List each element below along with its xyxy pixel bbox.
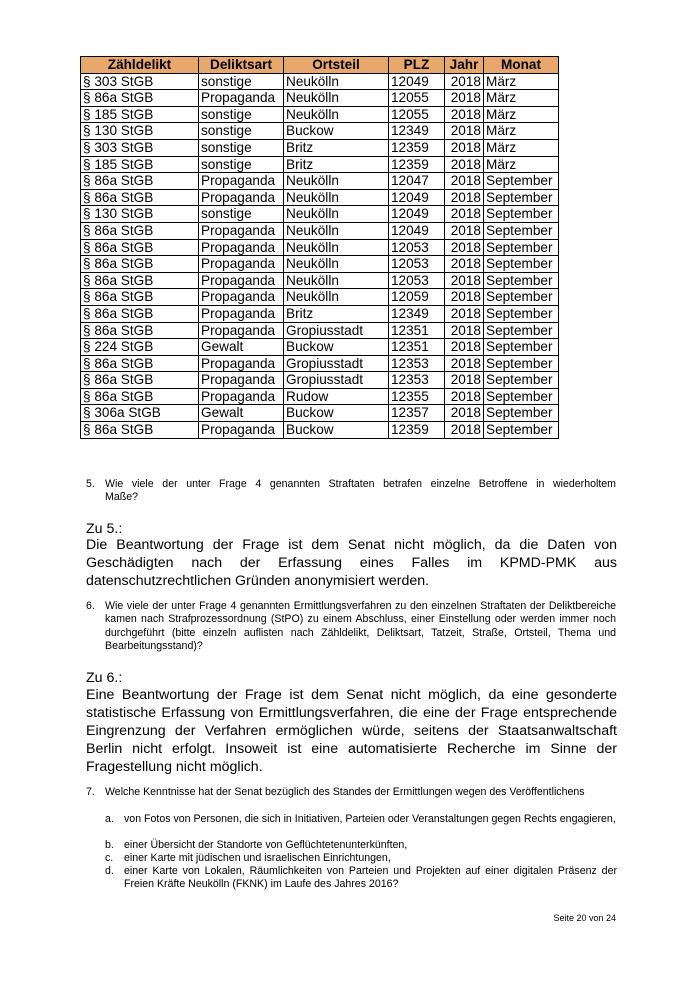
cell-ortsteil: Buckow xyxy=(284,422,389,439)
answer-6-heading: Zu 6.: xyxy=(86,670,123,686)
cell-zaehldelikt: § 130 StGB xyxy=(81,206,199,223)
cell-ortsteil: Gropiusstadt xyxy=(284,355,389,372)
cell-plz: 12055 xyxy=(389,106,445,123)
item-text: von Fotos von Personen, die sich in Initiativen, Parteien oder Veranstaltungen gegen Rechts engagieren, xyxy=(124,813,616,825)
cell-deliktsart: Propaganda xyxy=(199,289,284,306)
cell-ortsteil: Gropiusstadt xyxy=(284,322,389,339)
cell-monat: September xyxy=(484,206,559,223)
cell-ortsteil: Britz xyxy=(284,139,389,156)
cell-plz: 12353 xyxy=(389,355,445,372)
cell-jahr: 2018 xyxy=(445,405,484,422)
cell-monat: September xyxy=(484,388,559,405)
column-header-deliktsart: Deliktsart xyxy=(199,57,284,74)
cell-plz: 12351 xyxy=(389,339,445,356)
cell-plz: 12359 xyxy=(389,422,445,439)
table-row xyxy=(81,355,559,372)
cell-jahr: 2018 xyxy=(445,305,484,322)
cell-deliktsart: sonstige xyxy=(199,139,284,156)
cell-ortsteil: Rudow xyxy=(284,388,389,405)
table-row xyxy=(81,388,559,405)
cell-zaehldelikt: § 86a StGB xyxy=(81,372,199,389)
question-5 xyxy=(86,478,616,505)
cell-monat: März xyxy=(484,123,559,140)
cell-deliktsart: Propaganda xyxy=(199,422,284,439)
cell-jahr: 2018 xyxy=(445,422,484,439)
cell-zaehldelikt: § 86a StGB xyxy=(81,90,199,107)
cell-ortsteil: Neukölln xyxy=(284,222,389,239)
cell-deliktsart: Propaganda xyxy=(199,322,284,339)
cell-jahr: 2018 xyxy=(445,289,484,306)
cell-plz: 12349 xyxy=(389,305,445,322)
question-text-line-2: Maße? xyxy=(105,491,138,504)
cell-deliktsart: sonstige xyxy=(199,123,284,140)
cell-zaehldelikt: § 86a StGB xyxy=(81,222,199,239)
cell-deliktsart: Gewalt xyxy=(199,339,284,356)
item-label: d. xyxy=(105,865,114,877)
page-number: Seite 20 von 24 xyxy=(553,913,616,923)
cell-ortsteil: Gropiusstadt xyxy=(284,372,389,389)
question-number: 7. xyxy=(86,786,95,798)
table-row xyxy=(81,305,559,322)
column-header-plz: PLZ xyxy=(389,57,445,74)
table-row xyxy=(81,405,559,422)
cell-monat: September xyxy=(484,239,559,256)
answer-6-text: Eine Beantwortung der Frage ist dem Senat nicht möglich, da eine gesonderte statistische Erfassung von Ermittlungsverfahren, die eine der Frage entsprechende Eingrenzung der Verfahren ermöglichen würde, seitens der Staatsanwaltschaft Berlin nicht erfolgt. Insoweit ist eine automatisierte Recherche im Sinne der Fragestellung nicht möglich. xyxy=(86,687,617,775)
cell-ortsteil: Neukölln xyxy=(284,106,389,123)
cell-ortsteil: Buckow xyxy=(284,339,389,356)
cell-monat: September xyxy=(484,422,559,439)
cell-plz: 12049 xyxy=(389,189,445,206)
cell-plz: 12359 xyxy=(389,156,445,173)
cell-deliktsart: Propaganda xyxy=(199,239,284,256)
cell-deliktsart: Propaganda xyxy=(199,272,284,289)
cell-jahr: 2018 xyxy=(445,173,484,190)
cell-zaehldelikt: § 86a StGB xyxy=(81,355,199,372)
cell-jahr: 2018 xyxy=(445,106,484,123)
cell-plz: 12053 xyxy=(389,239,445,256)
question-text: Welche Kenntnisse hat der Senat bezüglich des Standes der Ermittlungen wegen des Veröffentlichens xyxy=(105,786,585,798)
cell-zaehldelikt: § 86a StGB xyxy=(81,388,199,405)
cell-deliktsart: sonstige xyxy=(199,206,284,223)
cell-monat: September xyxy=(484,405,559,422)
cell-jahr: 2018 xyxy=(445,372,484,389)
table-row xyxy=(81,90,559,107)
cell-deliktsart: sonstige xyxy=(199,156,284,173)
question-7-item-c xyxy=(105,852,617,865)
table-header-row xyxy=(81,57,559,74)
question-7-item-d xyxy=(105,865,617,892)
cell-monat: September xyxy=(484,322,559,339)
cell-deliktsart: Propaganda xyxy=(199,173,284,190)
cell-jahr: 2018 xyxy=(445,73,484,90)
table-row xyxy=(81,422,559,439)
cell-zaehldelikt: § 86a StGB xyxy=(81,189,199,206)
table-row xyxy=(81,189,559,206)
cell-monat: September xyxy=(484,372,559,389)
cell-jahr: 2018 xyxy=(445,355,484,372)
answer-5-text: Die Beantwortung der Frage ist dem Senat nicht möglich, da die Daten von Geschädigten nach der Erfassung eines Falles im KPMD-PMK aus datenschutzrechtlichen Gründen anonymisiert werden. xyxy=(86,537,617,589)
cell-plz: 12055 xyxy=(389,90,445,107)
column-header-monat: Monat xyxy=(484,57,559,74)
cell-plz: 12049 xyxy=(389,222,445,239)
cell-monat: September xyxy=(484,355,559,372)
cell-jahr: 2018 xyxy=(445,322,484,339)
cell-monat: September xyxy=(484,189,559,206)
cell-zaehldelikt: § 130 StGB xyxy=(81,123,199,140)
cell-zaehldelikt: § 86a StGB xyxy=(81,173,199,190)
cell-monat: März xyxy=(484,90,559,107)
cell-zaehldelikt: § 224 StGB xyxy=(81,339,199,356)
cell-plz: 12049 xyxy=(389,73,445,90)
cell-deliktsart: Propaganda xyxy=(199,355,284,372)
cell-jahr: 2018 xyxy=(445,123,484,140)
cell-plz: 12059 xyxy=(389,289,445,306)
answer-5-heading: Zu 5.: xyxy=(86,521,123,537)
cell-deliktsart: Propaganda xyxy=(199,189,284,206)
column-header-zaehldelikt: Zähldelikt xyxy=(81,57,199,74)
item-text: einer Karte mit jüdischen und israelischen Einrichtungen, xyxy=(124,852,391,864)
cell-monat: März xyxy=(484,73,559,90)
cell-ortsteil: Neukölln xyxy=(284,90,389,107)
cell-monat: September xyxy=(484,173,559,190)
cell-monat: September xyxy=(484,339,559,356)
cell-plz: 12049 xyxy=(389,206,445,223)
item-text: einer Karte von Lokalen, Räumlichkeiten von Parteien und Projekten auf einer digitalen Präsenz der Freien Kräfte Neukölln (FKNK) im Laufe des Jahres 2016? xyxy=(124,865,617,891)
table-body xyxy=(81,73,559,438)
cell-ortsteil: Neukölln xyxy=(284,289,389,306)
item-text: einer Übersicht der Standorte von Geflüchtetenunterkünften, xyxy=(124,839,408,851)
cell-ortsteil: Britz xyxy=(284,305,389,322)
cell-deliktsart: Propaganda xyxy=(199,222,284,239)
table-row xyxy=(81,322,559,339)
table-row xyxy=(81,123,559,140)
cell-jahr: 2018 xyxy=(445,339,484,356)
cell-zaehldelikt: § 86a StGB xyxy=(81,239,199,256)
table-row xyxy=(81,239,559,256)
cell-jahr: 2018 xyxy=(445,189,484,206)
cell-deliktsart: Propaganda xyxy=(199,372,284,389)
cell-ortsteil: Buckow xyxy=(284,405,389,422)
item-label: b. xyxy=(105,839,114,851)
cell-zaehldelikt: § 86a StGB xyxy=(81,322,199,339)
cell-deliktsart: Propaganda xyxy=(199,90,284,107)
table-row xyxy=(81,206,559,223)
table-row xyxy=(81,222,559,239)
cell-deliktsart: Propaganda xyxy=(199,305,284,322)
item-label: c. xyxy=(105,852,114,864)
cell-zaehldelikt: § 306a StGB xyxy=(81,405,199,422)
cell-ortsteil: Neukölln xyxy=(284,73,389,90)
table-row xyxy=(81,272,559,289)
cell-zaehldelikt: § 303 StGB xyxy=(81,73,199,90)
offense-table xyxy=(80,56,559,439)
cell-zaehldelikt: § 86a StGB xyxy=(81,422,199,439)
table-row xyxy=(81,106,559,123)
cell-zaehldelikt: § 185 StGB xyxy=(81,106,199,123)
cell-zaehldelikt: § 86a StGB xyxy=(81,289,199,306)
question-6 xyxy=(86,600,616,653)
cell-deliktsart: Propaganda xyxy=(199,388,284,405)
cell-deliktsart: sonstige xyxy=(199,106,284,123)
cell-monat: September xyxy=(484,305,559,322)
table-row xyxy=(81,256,559,273)
cell-jahr: 2018 xyxy=(445,272,484,289)
cell-ortsteil: Neukölln xyxy=(284,256,389,273)
question-number: 5. xyxy=(86,478,95,490)
cell-zaehldelikt: § 185 StGB xyxy=(81,156,199,173)
cell-monat: März xyxy=(484,156,559,173)
cell-jahr: 2018 xyxy=(445,388,484,405)
cell-plz: 12349 xyxy=(389,123,445,140)
cell-ortsteil: Britz xyxy=(284,156,389,173)
cell-ortsteil: Neukölln xyxy=(284,206,389,223)
table-row xyxy=(81,372,559,389)
cell-plz: 12351 xyxy=(389,322,445,339)
cell-zaehldelikt: § 303 StGB xyxy=(81,139,199,156)
cell-ortsteil: Neukölln xyxy=(284,173,389,190)
cell-plz: 12355 xyxy=(389,388,445,405)
cell-monat: März xyxy=(484,106,559,123)
cell-zaehldelikt: § 86a StGB xyxy=(81,305,199,322)
cell-monat: September xyxy=(484,256,559,273)
table-row xyxy=(81,139,559,156)
cell-jahr: 2018 xyxy=(445,90,484,107)
cell-jahr: 2018 xyxy=(445,239,484,256)
question-7-item-b xyxy=(105,839,617,852)
question-text: Wie viele der unter Frage 4 genannten Ermittlungsverfahren zu den einzelnen Straftaten der Deliktbereiche kamen nach Strafprozessordnung (StPO) zu einem Abschluss, einer Einstellung oder werden immer noch durchgeführt (bitte einzeln auflisten nach Zähldelikt, Deliktsart, Tatzeit, Straße, Ortsteil, Thema und Bearbeitungsstand)? xyxy=(105,600,616,652)
cell-monat: September xyxy=(484,222,559,239)
table-row xyxy=(81,156,559,173)
cell-jahr: 2018 xyxy=(445,256,484,273)
cell-jahr: 2018 xyxy=(445,206,484,223)
cell-ortsteil: Neukölln xyxy=(284,272,389,289)
cell-deliktsart: Gewalt xyxy=(199,405,284,422)
cell-plz: 12359 xyxy=(389,139,445,156)
question-text-line-1: Wie viele der unter Frage 4 genannten Straftaten betrafen einzelne Betroffene in wiederholtem xyxy=(105,478,616,490)
question-number: 6. xyxy=(86,600,95,612)
table-row xyxy=(81,73,559,90)
item-label: a. xyxy=(105,813,114,825)
cell-deliktsart: sonstige xyxy=(199,73,284,90)
cell-deliktsart: Propaganda xyxy=(199,256,284,273)
cell-zaehldelikt: § 86a StGB xyxy=(81,272,199,289)
cell-ortsteil: Neukölln xyxy=(284,189,389,206)
column-header-ortsteil: Ortsteil xyxy=(284,57,389,74)
cell-jahr: 2018 xyxy=(445,139,484,156)
table-row xyxy=(81,339,559,356)
table-row xyxy=(81,289,559,306)
cell-plz: 12353 xyxy=(389,372,445,389)
column-header-jahr: Jahr xyxy=(445,57,484,74)
cell-plz: 12047 xyxy=(389,173,445,190)
cell-monat: September xyxy=(484,289,559,306)
cell-monat: September xyxy=(484,272,559,289)
question-7 xyxy=(86,786,616,799)
cell-plz: 12053 xyxy=(389,256,445,273)
cell-monat: März xyxy=(484,139,559,156)
cell-plz: 12053 xyxy=(389,272,445,289)
question-7-item-a xyxy=(105,813,617,826)
cell-jahr: 2018 xyxy=(445,156,484,173)
cell-jahr: 2018 xyxy=(445,222,484,239)
cell-ortsteil: Neukölln xyxy=(284,239,389,256)
cell-ortsteil: Buckow xyxy=(284,123,389,140)
cell-plz: 12357 xyxy=(389,405,445,422)
cell-zaehldelikt: § 86a StGB xyxy=(81,256,199,273)
table-row xyxy=(81,173,559,190)
